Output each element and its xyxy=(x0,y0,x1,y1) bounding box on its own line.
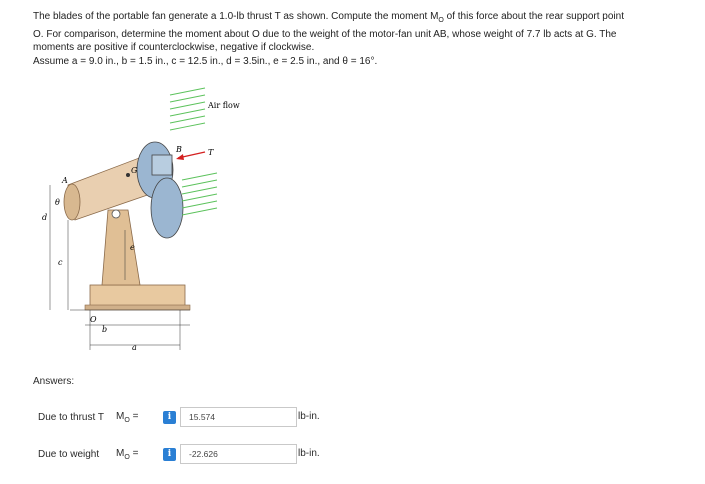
unit-weight: lb-in. xyxy=(298,448,320,459)
problem-statement xyxy=(33,10,683,68)
problem-line-3: moments are positive if counterclockwise, negative if clockwise. xyxy=(33,42,315,53)
problem-line-1: The blades of the portable fan generate a 1.0-lb thrust T as shown. Compute the moment $M_O$ of this force about the rear support point xyxy=(33,11,624,24)
label-d: d xyxy=(42,213,48,222)
label-theta: θ xyxy=(55,198,60,207)
label-a: a xyxy=(132,343,137,352)
fan-base-foot xyxy=(85,305,190,310)
label-G: G xyxy=(131,166,138,175)
label-O: O xyxy=(90,315,97,324)
fan-hub xyxy=(152,155,172,175)
answer-row-weight xyxy=(38,444,297,464)
answer-input-thrust[interactable]: 15.574 xyxy=(180,407,297,427)
info-icon[interactable]: i xyxy=(163,411,176,424)
fan-figure xyxy=(30,80,270,360)
answers-heading: Answers: xyxy=(33,376,75,387)
problem-line-2: O. For comparison, determine the moment about O due to the weight of the motor-fan unit AB, whose weight of 7.7 lb acts at G. The xyxy=(33,28,617,40)
label-T: T xyxy=(208,148,214,157)
answer-input-weight[interactable]: -22.626 xyxy=(180,444,297,464)
problem-line-4: Assume a = 9.0 in., b = 1.5 in., c = 12.5 in., d = 3.5in., e = 2.5 in., and θ = 16°. xyxy=(33,55,378,67)
answer-label-weight: Due to weight xyxy=(38,448,100,460)
answer-row-thrust xyxy=(38,407,297,427)
fan-diagram xyxy=(30,80,270,360)
moment-symbol-thrust: $M_O$ = xyxy=(116,410,139,424)
air-flow-label: Air flow xyxy=(208,101,240,110)
label-b: b xyxy=(102,325,108,334)
fan-base xyxy=(90,285,185,307)
info-icon[interactable]: i xyxy=(163,448,176,461)
label-A: A xyxy=(62,176,68,185)
point-G xyxy=(126,173,130,177)
label-B: B xyxy=(176,145,182,154)
pivot-A xyxy=(112,210,120,218)
unit-thrust: lb-in. xyxy=(298,411,320,422)
label-c: c xyxy=(58,258,63,267)
answer-label-thrust: Due to thrust T xyxy=(38,411,104,423)
moment-symbol-weight: $M_O$ = xyxy=(116,447,139,461)
label-e: e xyxy=(130,243,135,252)
fan-blade-bottom xyxy=(151,178,183,238)
